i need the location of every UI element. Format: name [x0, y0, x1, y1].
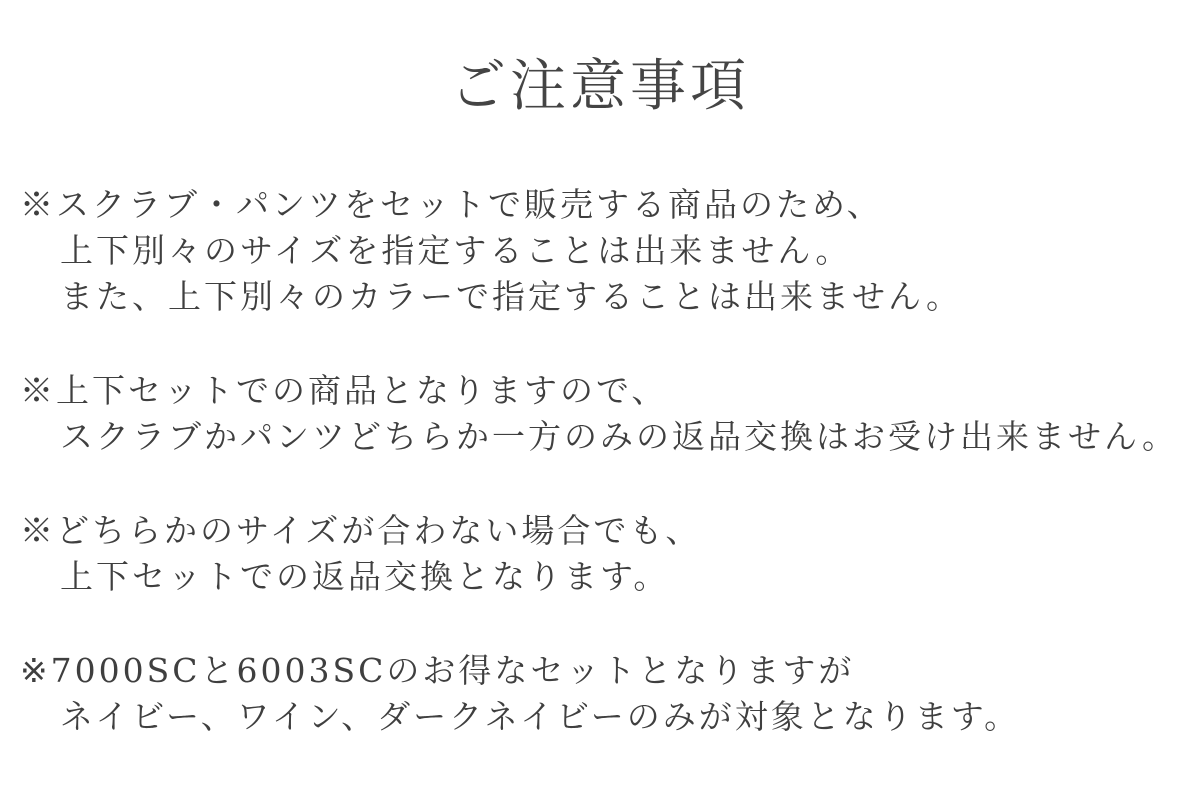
- note-line: ※スクラブ・パンツをセットで販売する商品のため、: [20, 185, 883, 224]
- note-line: 上下セットでの返品交換となります。: [60, 557, 670, 596]
- note-item: [20, 648, 1200, 740]
- note-line: ※どちらかのサイズが合わない場合でも、: [20, 511, 702, 550]
- note-line: スクラブかパンツどちらか一方のみの返品交換はお受け出来ません。: [60, 417, 1178, 456]
- page-title: ご注意事項: [450, 54, 750, 119]
- note-line: ネイビー、ワイン、ダークネイビーのみが対象となります。: [60, 697, 1021, 736]
- note-item: [20, 508, 1200, 600]
- note-line: 上下別々のサイズを指定することは出来ません。: [60, 231, 852, 270]
- note-item: [20, 182, 1200, 320]
- note-line: ※上下セットでの商品となりますので、: [20, 371, 668, 410]
- note-item: [20, 368, 1200, 460]
- notes-list: [20, 182, 1200, 788]
- note-line: また、上下別々のカラーで指定することは出来ません。: [60, 277, 962, 316]
- note-line: ※7000SCと6003SCのお得なセットとなりますが: [20, 651, 855, 690]
